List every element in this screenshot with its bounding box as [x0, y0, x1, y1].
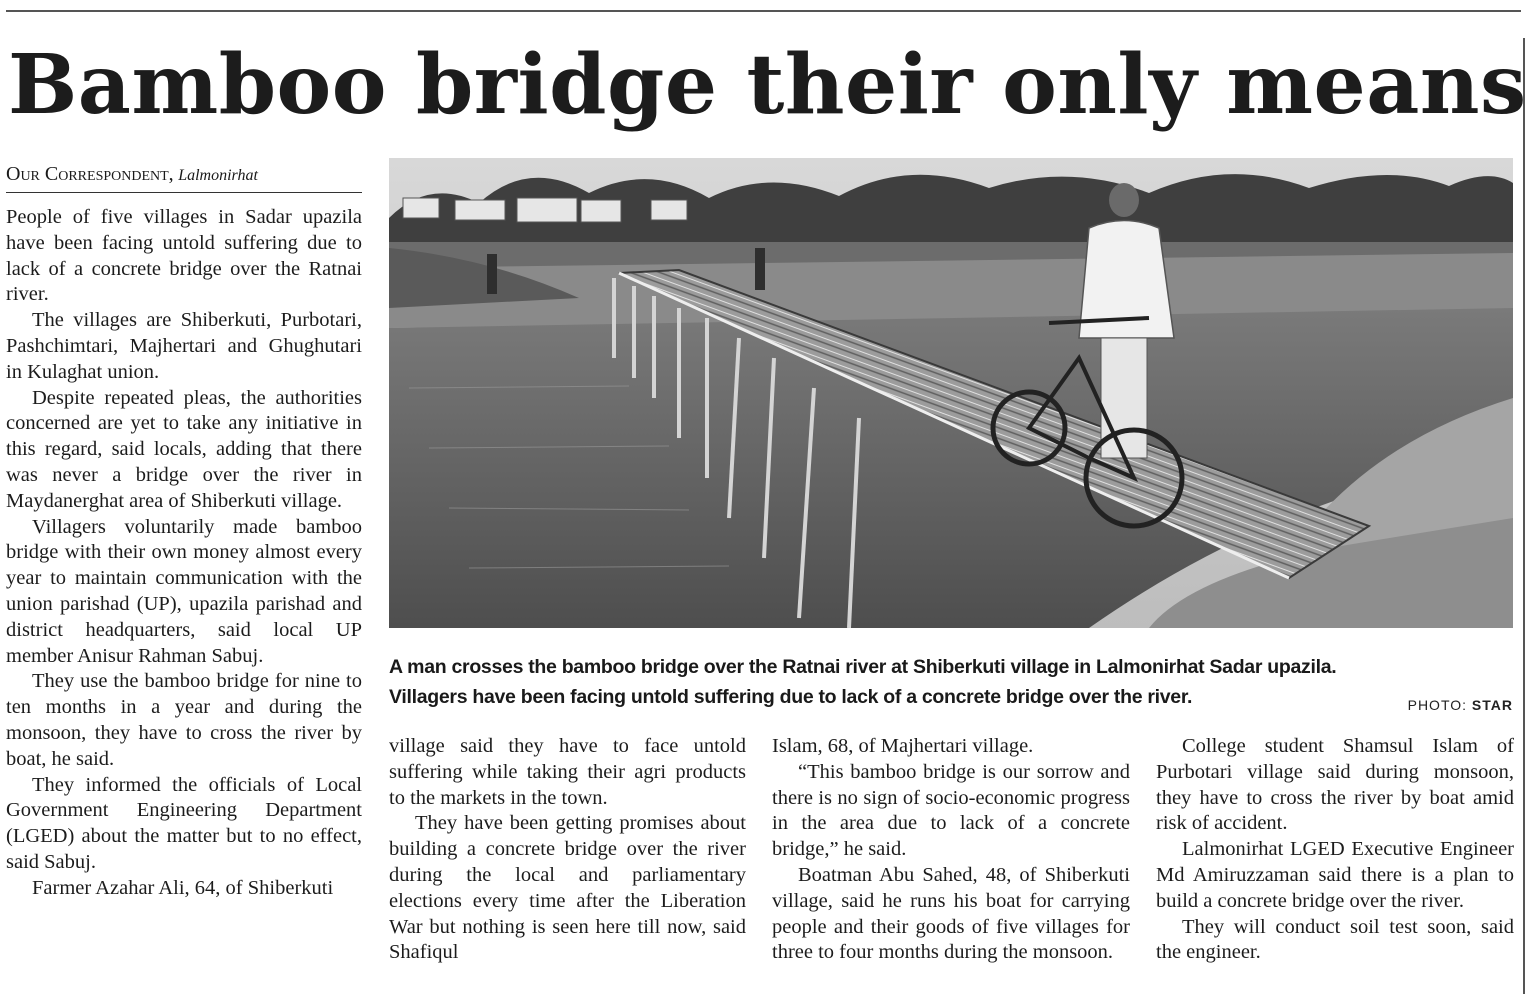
paragraph: village said they have to face untold suffering while taking their agri products to the markets in the town. — [389, 735, 746, 809]
paragraph: Boatman Abu Sahed, 48, of Shiberkuti village, said he runs his boat for carrying people and their goods of five villages for three to four months during the monsoon. — [772, 863, 1130, 964]
paragraph: They have been getting promises about building a concrete bridge over the river during the local and parliamentary elections every time after the Liberation War but nothing is seen here till now, said Shafiqul — [389, 812, 746, 964]
paragraph: Despite repeated pleas, the authorities concerned are yet to take any initiative in this regard, said locals, adding that there was never a bridge over the river in Maydanerghat area of Shiberkuti village. — [6, 386, 362, 512]
paragraph: People of five villages in Sadar upazila have been facing untold suffering due to lack of a concrete bridge over the Ratnai river. — [6, 206, 362, 306]
paragraph: Islam, 68, of Majhertari village. — [772, 735, 1034, 757]
top-rule — [6, 10, 1521, 12]
paragraph: “This bamboo bridge is our sorrow and there is no sign of socio-economic progress in the area due to lack of a concrete bridge,” he said. — [772, 760, 1130, 861]
byline-place: Lalmonirhat — [178, 167, 258, 184]
caption-line-1: A man crosses the bamboo bridge over the Ratnai river at Shiberkuti village in Lalmonirhat Sadar upazila. — [389, 656, 1337, 678]
article-column-2 — [389, 734, 746, 994]
photo-credit-label: PHOTO: — [1407, 697, 1468, 713]
paragraph: Villagers voluntarily made bamboo bridge with their own money almost every year to maintain communication with the union parishad (UP), upazila parishad and district headquarters, said local UP member Anisur Rahman Sabuj. — [6, 515, 362, 667]
byline — [6, 162, 362, 193]
paragraph: They informed the officials of Local Government Engineering Department (LGED) about the matter but to no effect, said Sabuj. — [6, 773, 362, 873]
paragraph: Lalmonirhat LGED Executive Engineer Md Amiruzzaman said there is a plan to build a concrete bridge over the river. — [1156, 838, 1514, 912]
photo-caption — [389, 652, 1513, 712]
paragraph: College student Shamsul Islam of Purbotari village said during monsoon, they have to cross the river by boat amid risk of accident. — [1156, 735, 1514, 835]
article-column-1 — [6, 205, 362, 994]
paragraph: They will conduct soil test soon, said the engineer. — [1156, 915, 1514, 964]
byline-author: Our Correspondent, — [6, 163, 174, 185]
news-photo — [389, 158, 1513, 628]
paragraph: They use the bamboo bridge for nine to ten months in a year and during the monsoon, they have to cross the river by boat, he said. — [6, 670, 362, 770]
paragraph: Farmer Azahar Ali, 64, of Shiberkuti — [32, 876, 334, 899]
photo-credit — [1408, 697, 1513, 713]
right-rule — [1523, 38, 1525, 994]
article-column-3 — [772, 734, 1130, 994]
caption-line-2: Villagers have been facing untold suffering due to lack of a concrete bridge over the river. — [389, 686, 1193, 708]
headline: Bamboo bridge their only means — [8, 37, 1527, 133]
article-column-4 — [1156, 734, 1514, 994]
photo-credit-agency: STAR — [1471, 697, 1513, 713]
paragraph: The villages are Shiberkuti, Purbotari, Pashchimtari, Majhertari and Ghughutari in Kulaghat union. — [6, 309, 362, 383]
